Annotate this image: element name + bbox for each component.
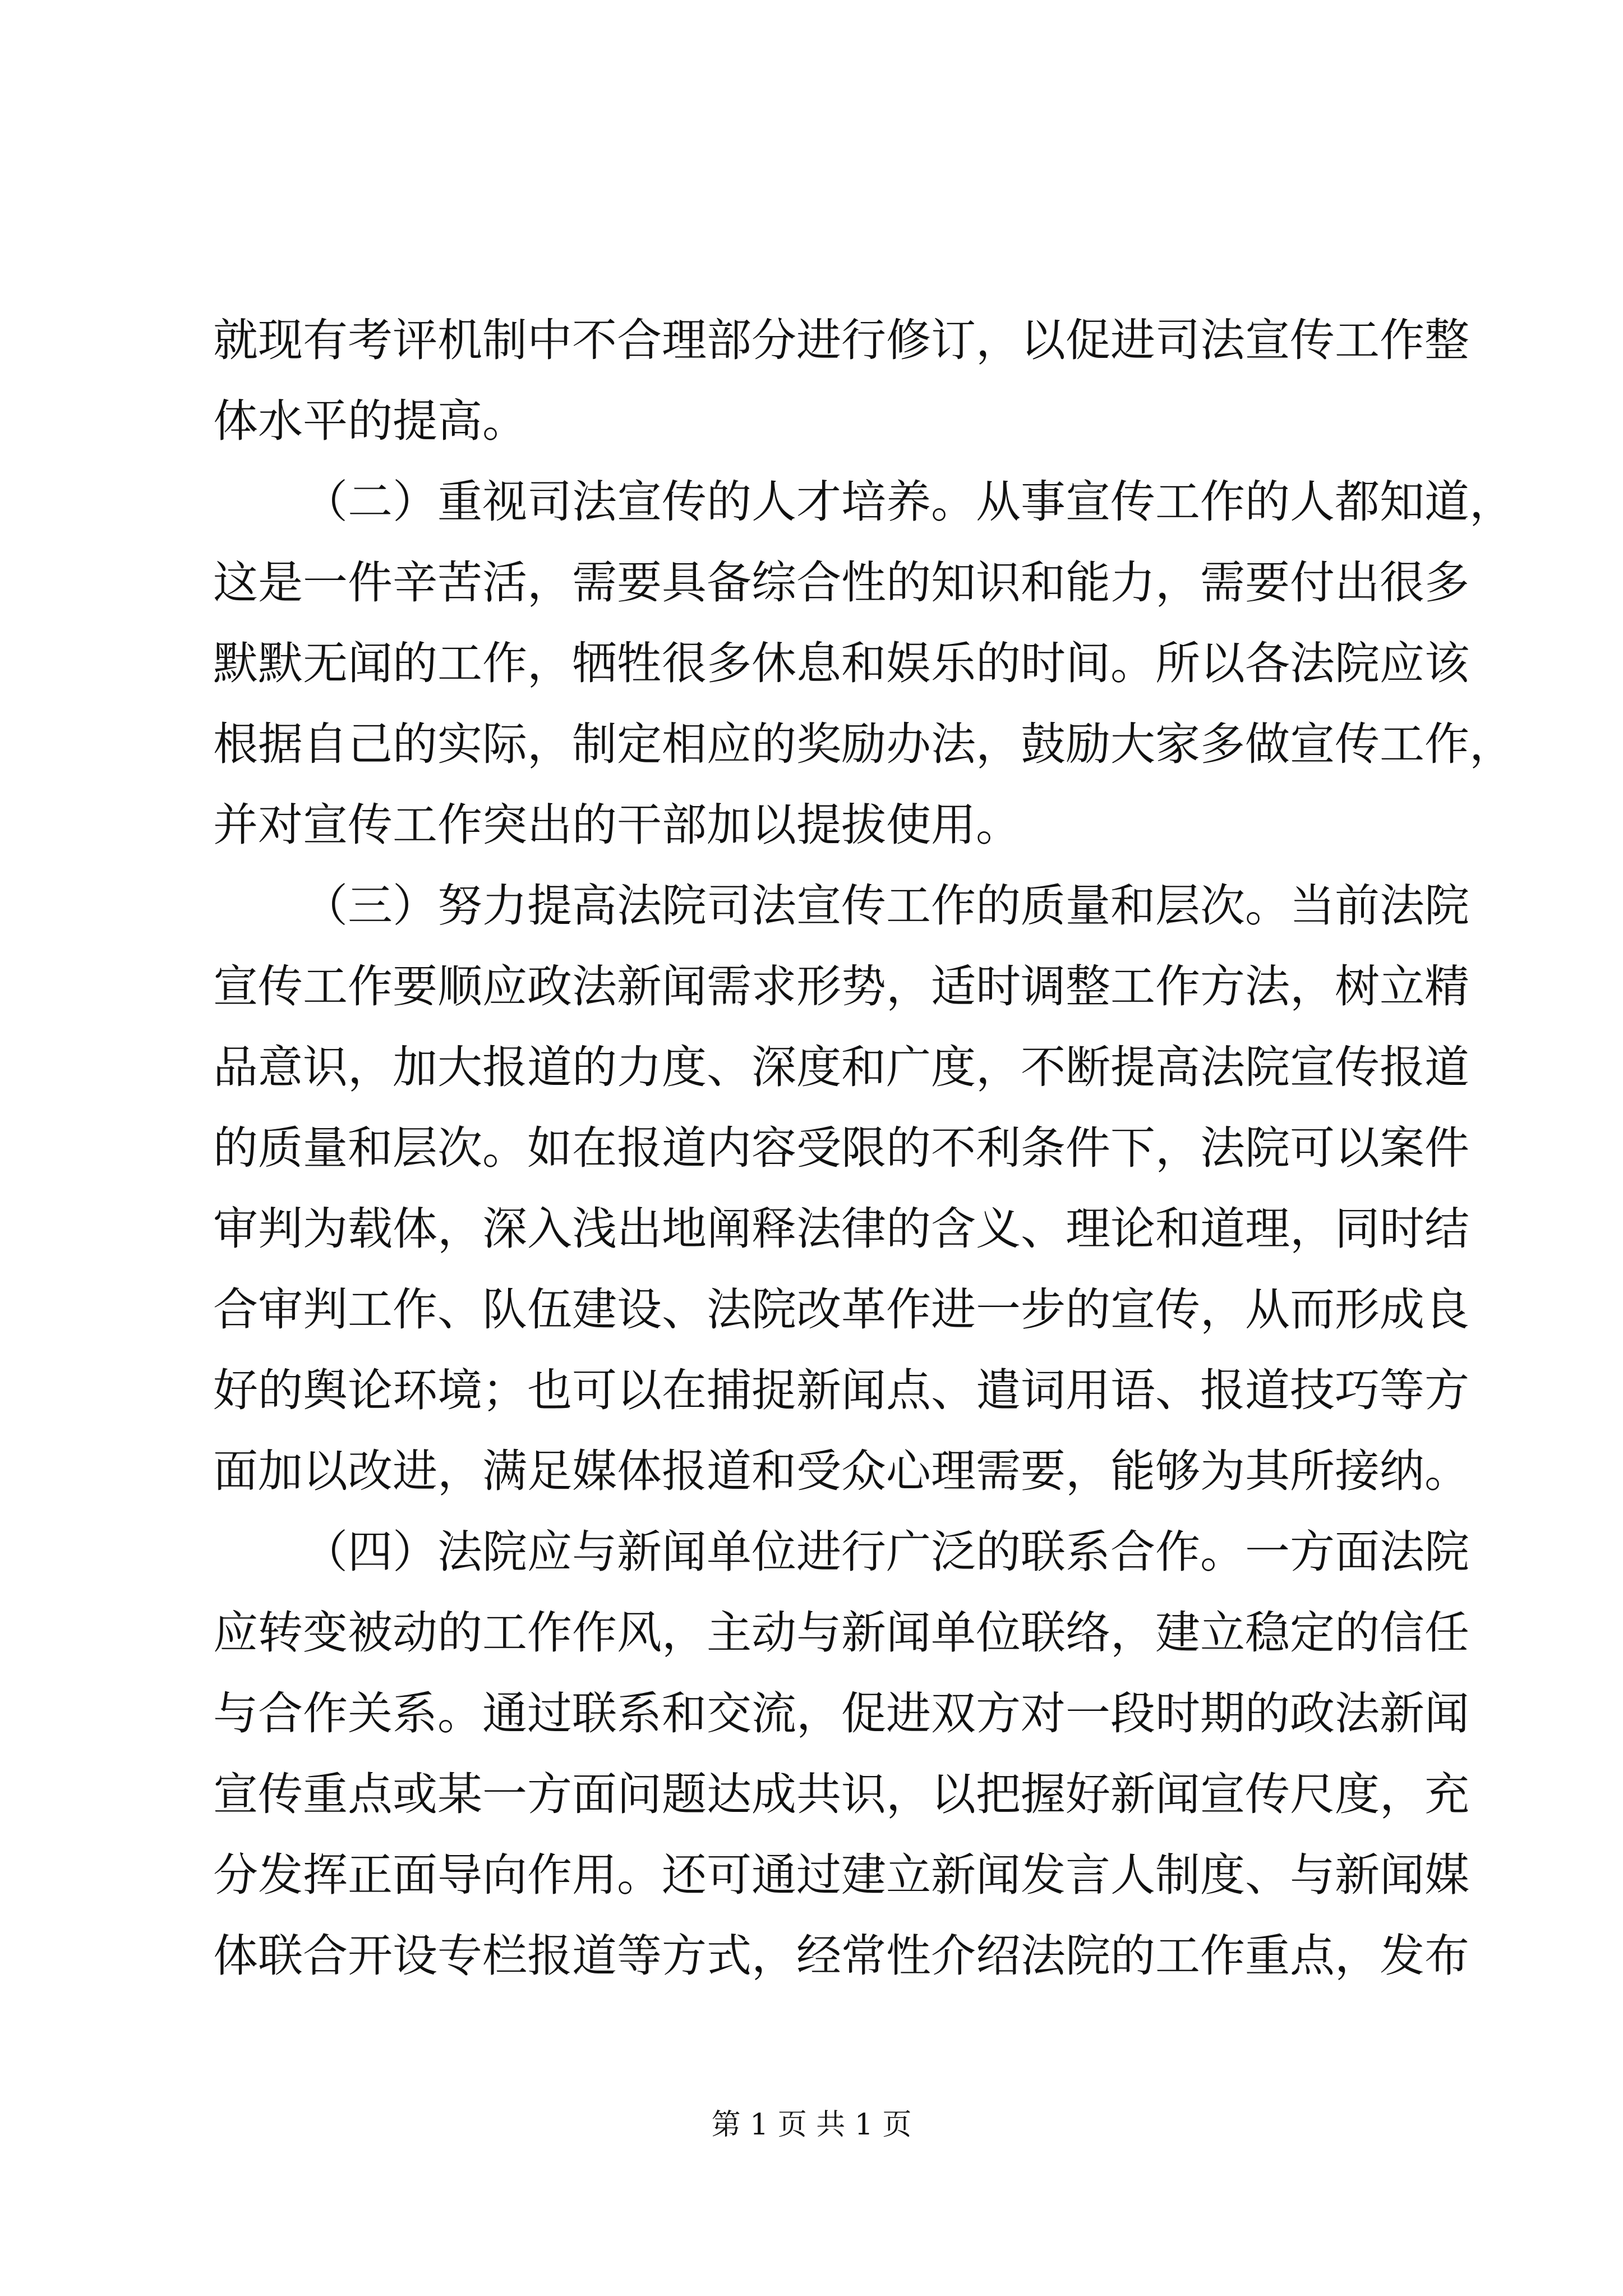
text-line: 合审判工作、队伍建设、法院改革作进一步的宣传，从而形成良 (213, 1283, 1469, 1336)
text-line: 好的舆论环境；也可以在捕捉新闻点、遣词用语、报道技巧等方 (213, 1364, 1469, 1416)
paragraph-start-line: （二）重视司法宣传的人才培养。从事宣传工作的人都知道， (303, 476, 1514, 528)
text-line: 并对宣传工作突出的干部加以提拔使用。 (213, 799, 1021, 851)
text-line: 品意识，加大报道的力度、深度和广度，不断提高法院宣传报道 (213, 1041, 1469, 1093)
text-line: 应转变被动的工作作风，主动与新闻单位联络，建立稳定的信任 (213, 1607, 1469, 1659)
text-line: 的质量和层次。如在报道内容受限的不利条件下，法院可以案件 (213, 1122, 1469, 1174)
text-line: 与合作关系。通过联系和交流，促进双方对一段时期的政法新闻 (213, 1687, 1469, 1740)
text-line: 宣传重点或某一方面问题达成共识，以把握好新闻宣传尺度，充 (213, 1768, 1469, 1820)
text-line: 就现有考评机制中不合理部分进行修订，以促进司法宣传工作整 (213, 314, 1469, 366)
text-line: 审判为载体，深入浅出地阐释法律的含义、理论和道理，同时结 (213, 1203, 1469, 1255)
text-line: 宣传工作要顺应政法新闻需求形势，适时调整工作方法，树立精 (213, 960, 1469, 1013)
text-line: 分发挥正面导向作用。还可通过建立新闻发言人制度、与新闻媒 (213, 1849, 1469, 1901)
text-line: 默默无闻的工作，牺牲很多休息和娱乐的时间。所以各法院应该 (213, 637, 1469, 689)
paragraph-start-line: （三）努力提高法院司法宣传工作的质量和层次。当前法院 (303, 880, 1469, 932)
text-line: 体联合开设专栏报道等方式，经常性介绍法院的工作重点，发布 (213, 1930, 1469, 1982)
page-number-footer: 第 1 页 共 1 页 (711, 2108, 912, 2142)
text-line: 根据自己的实际，制定相应的奖励办法，鼓励大家多做宣传工作， (213, 718, 1514, 770)
text-line: 这是一件辛苦活，需要具备综合性的知识和能力，需要付出很多 (213, 556, 1469, 609)
paragraph-start-line: （四）法院应与新闻单位进行广泛的联系合作。一方面法院 (303, 1526, 1469, 1578)
document-body (213, 300, 1514, 1996)
text-line: 面加以改进，满足媒体报道和受众心理需要，能够为其所接纳。 (213, 1445, 1469, 1497)
text-line: 体水平的提高。 (213, 395, 527, 447)
